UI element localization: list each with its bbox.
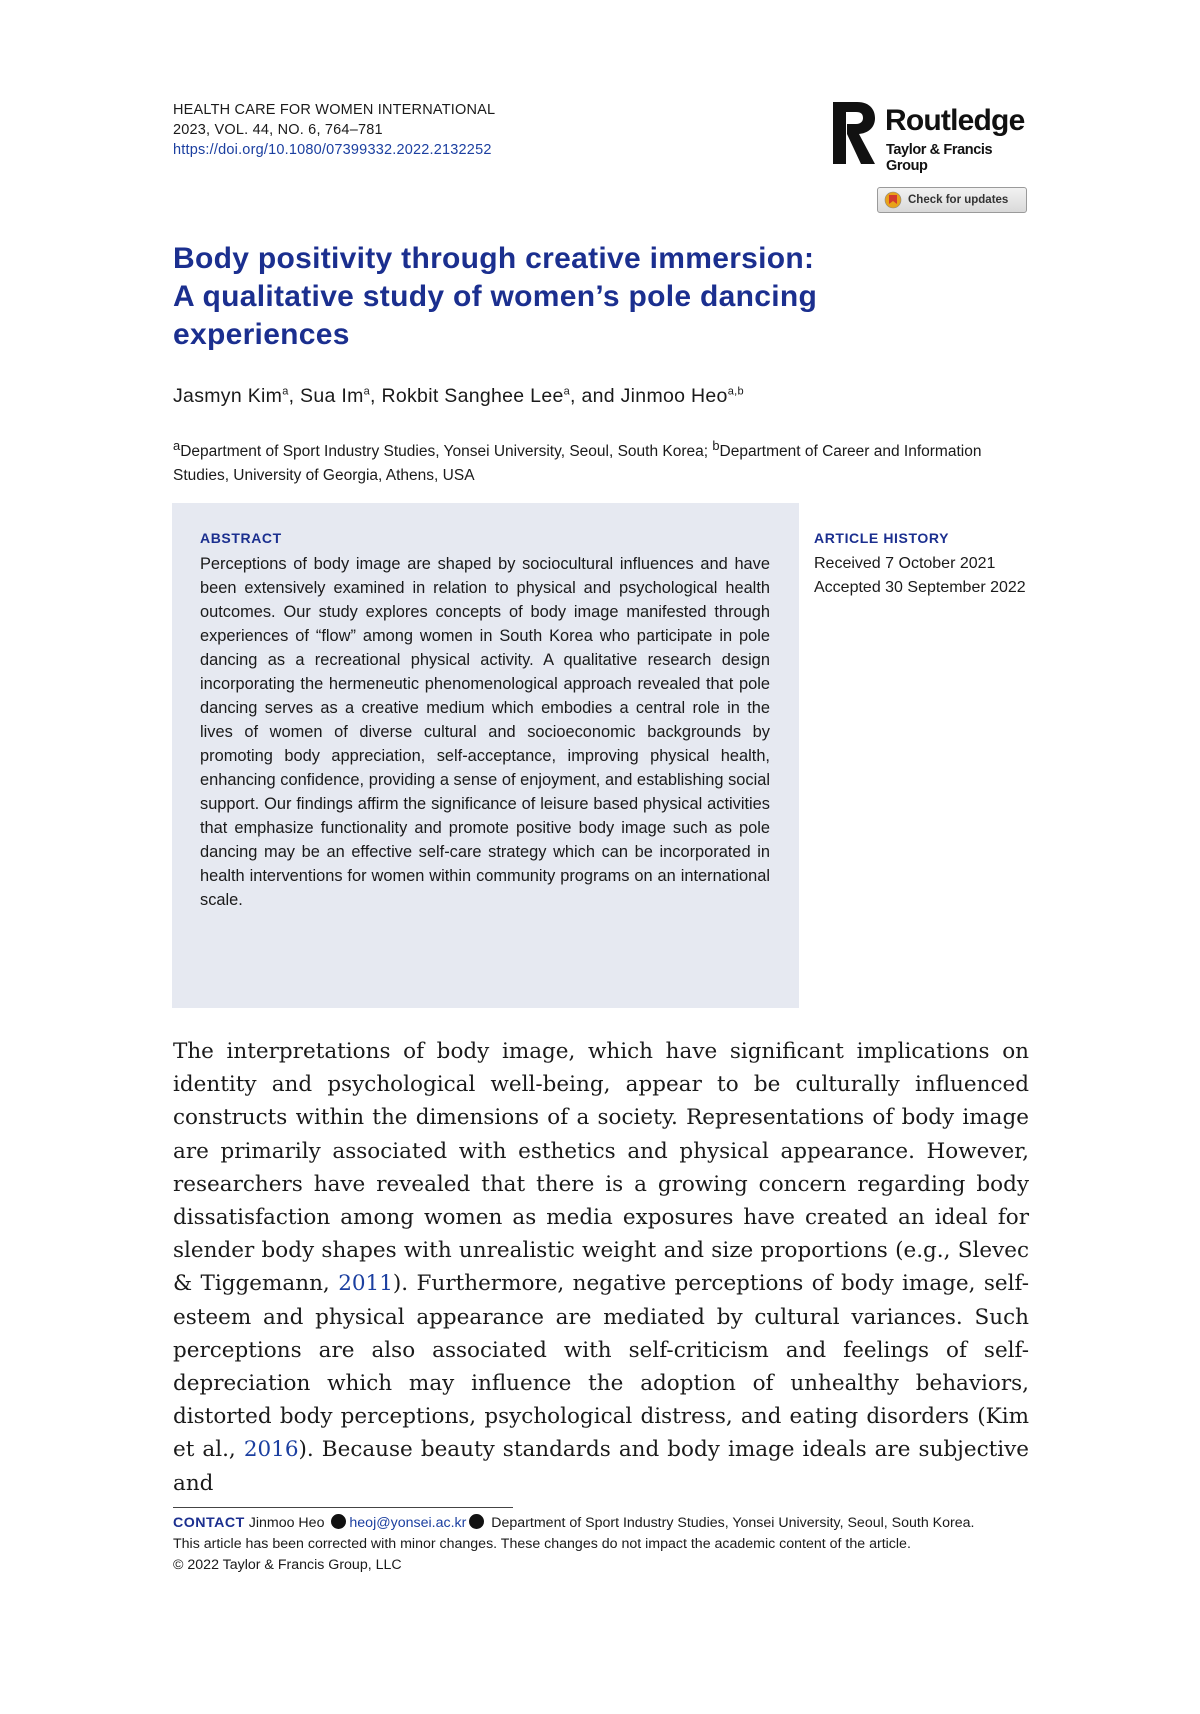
author-affiliation-mark: a: [363, 385, 371, 398]
routledge-logo: [833, 102, 1033, 174]
accepted-date: Accepted 30 September 2022: [814, 579, 1026, 596]
journal-volume: 2023, VOL. 44, NO. 6, 764–781: [173, 122, 383, 138]
address-icon: [469, 1514, 484, 1529]
author-affiliation-mark: a: [282, 385, 289, 398]
correction-note: This article has been corrected with minor changes. These changes do not impact the academic content of the article.: [173, 1536, 911, 1552]
received-date: Received 7 October 2021: [814, 555, 996, 572]
contact-label: CONTACT: [173, 1515, 245, 1531]
contact-address: Department of Sport Industry Studies, Yonsei University, Seoul, South Korea.: [487, 1515, 975, 1531]
doi-link[interactable]: https://doi.org/10.1080/07399332.2022.2132252: [173, 142, 492, 158]
author-affiliation-mark: a: [563, 385, 571, 398]
email-icon: [331, 1514, 346, 1529]
article-history-heading: ARTICLE HISTORY: [814, 530, 950, 546]
author-name[interactable]: Rokbit Sanghee Lee: [381, 385, 564, 407]
author-separator: ,: [288, 385, 301, 407]
contact-email-link[interactable]: heoj@yonsei.ac.kr: [349, 1515, 467, 1531]
affiliation-b: Department of Career and Information Studies, University of Georgia, Athens, USA: [173, 443, 982, 485]
body-paragraph: [173, 1035, 1029, 1500]
footnotes: [173, 1513, 1033, 1576]
author-affiliation-mark: a,b: [727, 385, 744, 398]
author-list: [173, 385, 744, 408]
article-title: [173, 240, 933, 354]
affiliation-mark-b: b: [712, 438, 720, 453]
article-history: [814, 552, 1029, 600]
author-separator: ,: [370, 385, 382, 407]
author-name[interactable]: Jinmoo Heo: [620, 385, 728, 407]
affiliation-a: Department of Sport Industry Studies, Yonsei University, Seoul, South Korea;: [180, 443, 713, 461]
author-name[interactable]: Sua Im: [300, 385, 364, 407]
author-separator: , and: [570, 385, 621, 407]
abstract-text: Perceptions of body image are shaped by sociocultural influences and have been extensively examined in relation to physical and psychological health outcomes. Our study explores concepts of body image manifested through experiences of “flow” among women in South Korea who participate in pole dancing as a recreational physical activity. A qualitative research design incorporating the hermeneutic phenomenological approach revealed that pole dancing serves as a creative medium which embodies a central role in the lives of women of diverse cultural and socioeconomic backgrounds by promoting body appreciation, self-acceptance, improving physical health, enhancing confidence, providing a sense of enjoyment, and establishing social support. Our findings affirm the significance of leisure based physical activities that emphasize functionality and promote positive body image such as pole dancing may be an effective self-care strategy which can be incorporated in health interventions for women within community programs on an international scale.: [200, 555, 770, 909]
publisher-brand: Routledge: [885, 104, 1025, 137]
contact-line: [173, 1513, 1033, 1534]
title-line: experiences: [173, 318, 350, 351]
body-text-part: ). Because beauty standards and body image ideals are subjective and: [173, 1437, 1029, 1496]
footnote-divider: [173, 1507, 513, 1508]
journal-header: [173, 100, 495, 160]
citation-link[interactable]: 2011: [338, 1271, 393, 1297]
affiliations: [173, 434, 1029, 488]
title-line: Body positivity through creative immersion:: [173, 242, 815, 275]
publisher-group: Taylor & Francis Group: [886, 142, 993, 174]
journal-name: HEALTH CARE FOR WOMEN INTERNATIONAL: [173, 102, 496, 118]
body-text-part: ). Furthermore, negative perceptions of body image, self-esteem and physical appearance are mediated by cultural variances. Such perceptions are also associated with self-criticism and feelings of self-depreciation which may influence the adoption of unhealthy behaviors, distorted body perceptions, psychological distress, and eating disorders (Kim et al.,: [173, 1271, 1029, 1463]
affiliation-mark-a: a: [173, 438, 181, 453]
check-updates-label: Check for updates: [908, 194, 1009, 206]
abstract-heading: ABSTRACT: [200, 530, 282, 546]
citation-link[interactable]: 2016: [243, 1437, 299, 1463]
check-for-updates-button[interactable]: [877, 187, 1027, 213]
body-text-part: The interpretations of body image, which have significant implications on identity and psychological well-being, appear to be culturally influenced constructs within the dimensions of a society. Representations of body image are primarily associated with esthetics and physical appearance. However, researchers have revealed that there is a growing concern regarding body dissatisfaction among women as media exposures have created an ideal for slender body shapes with unrealistic weight and size proportions (e.g., Slevec & Tiggemann,: [173, 1039, 1029, 1297]
routledge-r-icon: [833, 102, 877, 164]
title-line: A qualitative study of women’s pole dancing: [173, 280, 818, 313]
crossmark-icon: [884, 191, 902, 209]
copyright-note: © 2022 Taylor & Francis Group, LLC: [173, 1557, 402, 1573]
author-name[interactable]: Jasmyn Kim: [173, 385, 283, 407]
contact-name: Jinmoo Heo: [244, 1515, 329, 1531]
